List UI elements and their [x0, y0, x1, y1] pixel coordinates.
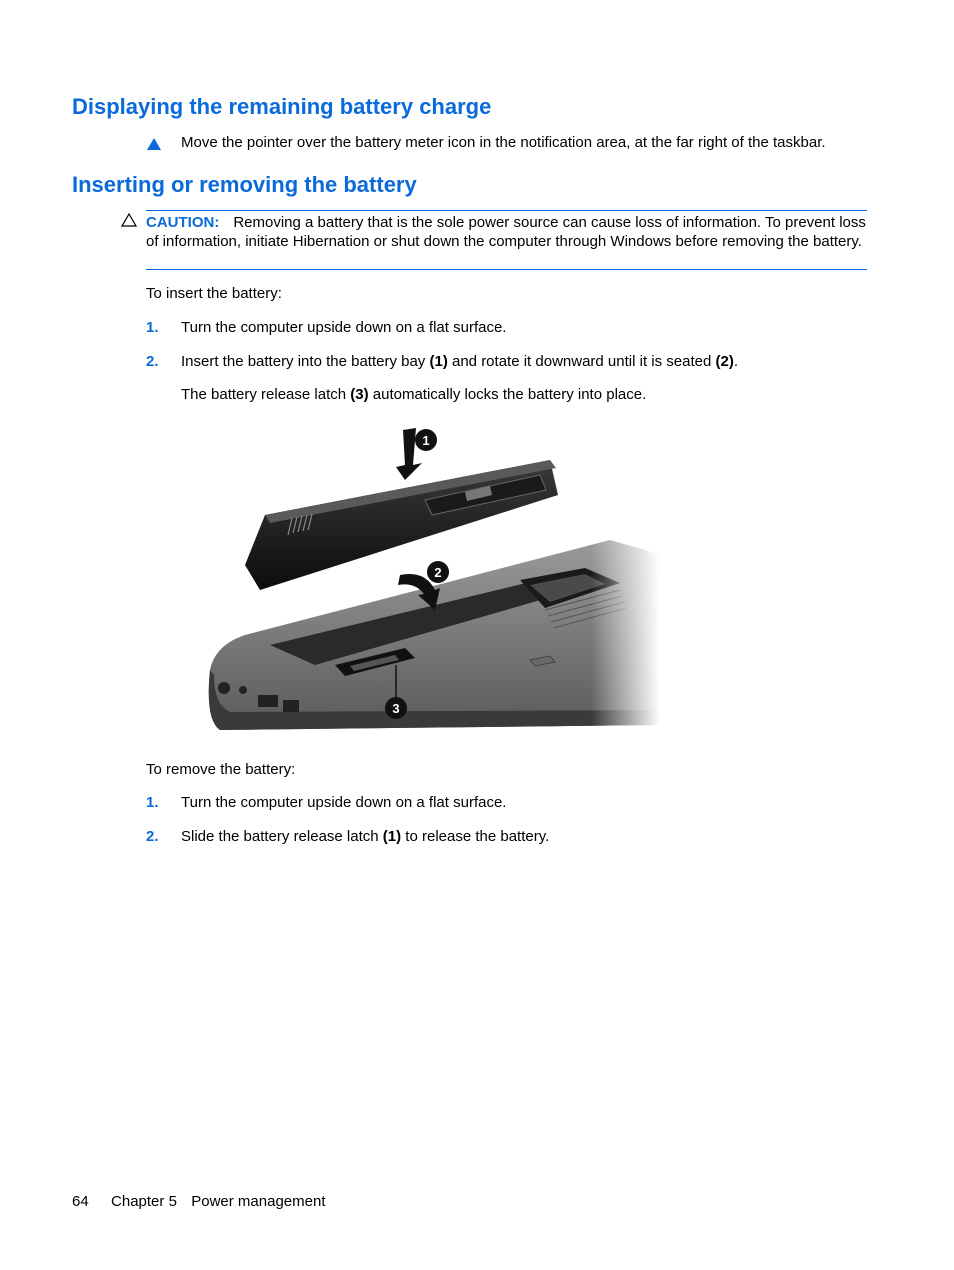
insert-step-2-ref-1: (1) [429, 353, 448, 370]
section-title-insert-remove: Inserting or removing the battery [72, 172, 417, 197]
remove-step-2-text [181, 827, 549, 846]
insert-step-2-number: 2. [146, 353, 159, 370]
insert-step-1-number: 1. [146, 319, 159, 336]
bullet-text: Move the pointer over the battery meter icon in the notification area, at the far right of the taskbar. [181, 134, 826, 151]
chapter-title: Power management [191, 1193, 326, 1210]
insert-step-2-ref-2: (2) [715, 353, 734, 370]
caution-paragraph [146, 211, 867, 251]
caution-label: CAUTION: [146, 214, 220, 231]
caution-text: Removing a battery that is the sole power source can cause loss of information. To prevent loss of information, initiate Hibernation or shut down the computer through Windows before removing the battery. [146, 214, 866, 250]
insert-intro: To insert the battery: [146, 285, 282, 302]
insert-step-2-part-a: Insert the battery into the battery bay [181, 353, 430, 370]
bullet-triangle-icon [147, 138, 161, 150]
remove-intro: To remove the battery: [146, 761, 296, 778]
remove-step-2-ref-1: (1) [382, 828, 402, 845]
caution-triangle-icon [121, 213, 137, 227]
insert-step-2-part-c: . [733, 353, 738, 370]
insert-step-2-text [181, 352, 738, 371]
latch-note-part-a: The battery release latch [181, 386, 351, 403]
remove-step-2-number: 2. [146, 828, 159, 845]
page-footer [72, 1193, 326, 1210]
insert-step-1-text: Turn the computer upside down on a flat surface. [181, 319, 507, 336]
page-number: 64 [72, 1193, 89, 1210]
latch-note [181, 385, 646, 404]
remove-step-1-number: 1. [146, 794, 159, 811]
remove-step-1-text: Turn the computer upside down on a flat surface. [181, 794, 507, 811]
insert-step-2-part-b: and rotate it downward until it is seated [447, 353, 716, 370]
battery-illustration [200, 420, 660, 740]
chapter-label: Chapter 5 [111, 1193, 177, 1210]
remove-step-2-part-b: to release the battery. [401, 828, 550, 845]
section-title-battery-charge: Displaying the remaining battery charge [72, 94, 492, 119]
latch-note-ref-3: (3) [350, 386, 369, 403]
latch-note-part-b: automatically locks the battery into place. [368, 386, 647, 403]
caution-box [146, 210, 867, 270]
remove-step-2-part-a: Slide the battery release latch [181, 828, 383, 845]
